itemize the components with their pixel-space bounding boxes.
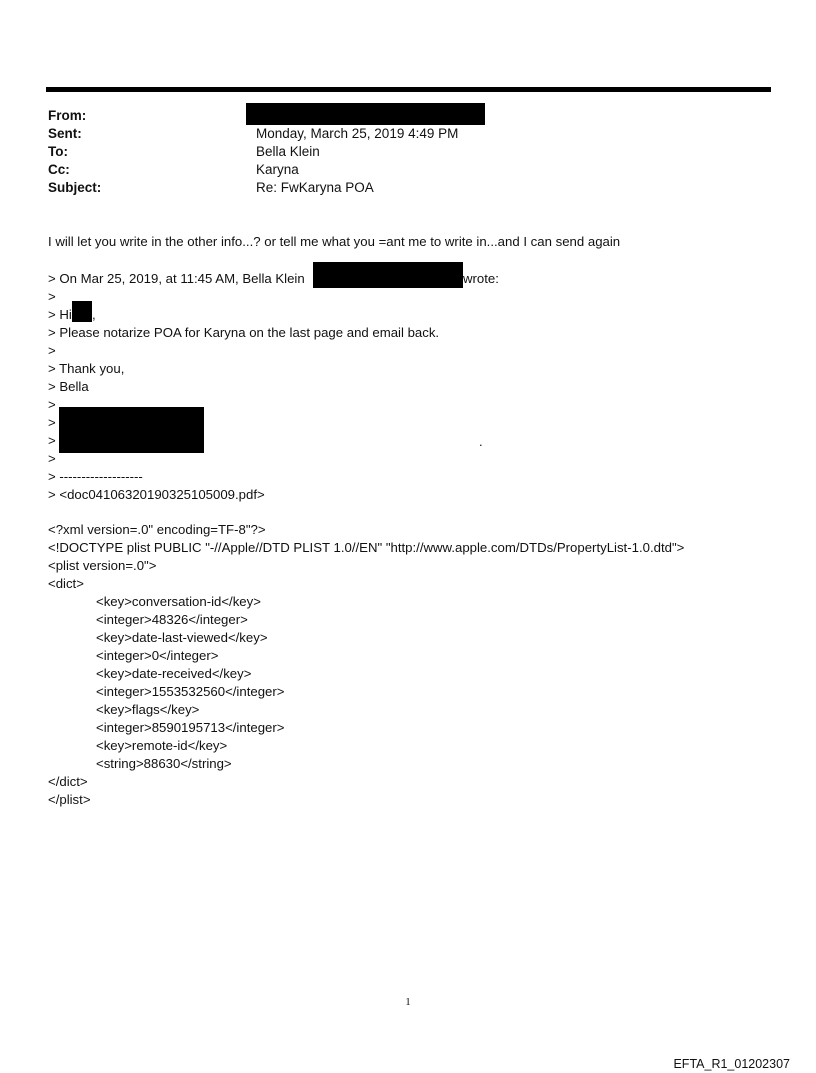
subject-label: Subject:: [48, 180, 102, 195]
signature-redaction: [59, 407, 204, 453]
header-rule: [46, 87, 771, 92]
quote-greeting-comma: ,: [92, 307, 96, 322]
name-redaction: [72, 301, 92, 322]
xml-key: <key>date-last-viewed</key>: [96, 630, 268, 645]
xml-declaration: <?xml version=.0" encoding=TF-8"?>: [48, 522, 266, 537]
from-label: From:: [48, 108, 87, 123]
quote-signature: > Bella: [48, 379, 89, 394]
cc-label: Cc:: [48, 162, 70, 177]
xml-key: <key>remote-id</key>: [96, 738, 228, 753]
sent-label: Sent:: [48, 126, 82, 141]
quoted-intro-wrote: wrote:: [463, 271, 499, 286]
email-redaction: [313, 262, 463, 288]
subject-value: Re: FwKaryna POA: [256, 180, 374, 195]
xml-dict-open: <dict>: [48, 576, 84, 591]
quote-line: >: [48, 289, 56, 304]
xml-value: <integer>48326</integer>: [96, 612, 248, 627]
xml-key: <key>flags</key>: [96, 702, 200, 717]
xml-plist-open: <plist version=.0">: [48, 558, 157, 573]
page-number: 1: [405, 996, 411, 1008]
reply-text: I will let you write in the other info...? or tell me what you =ant me to write in...and I can send again: [48, 234, 621, 249]
quote-line: >: [48, 451, 56, 466]
xml-value: <integer>0</integer>: [96, 648, 219, 663]
quote-request: > Please notarize POA for Karyna on the last page and email back.: [48, 325, 440, 340]
bates-number: EFTA_R1_01202307: [673, 1057, 790, 1071]
quote-separator: > -------------------: [48, 469, 143, 484]
stray-dot: .: [479, 434, 483, 449]
quote-line: >: [48, 415, 56, 430]
xml-doctype: <!DOCTYPE plist PUBLIC "-//Apple//DTD PLIST 1.0//EN" "http://www.apple.com/DTDs/PropertyList-1.0.dtd">: [48, 540, 685, 555]
to-value: Bella Klein: [256, 144, 320, 159]
xml-value: <integer>8590195713</integer>: [96, 720, 285, 735]
to-label: To:: [48, 144, 68, 159]
cc-value: Karyna: [256, 162, 299, 177]
quote-thanks: > Thank you,: [48, 361, 125, 376]
xml-key: <key>conversation-id</key>: [96, 594, 261, 609]
attachment-name: > <doc04106320190325105009.pdf>: [48, 487, 265, 502]
xml-key: <key>date-received</key>: [96, 666, 252, 681]
from-redaction: [246, 103, 485, 125]
quoted-intro: > On Mar 25, 2019, at 11:45 AM, Bella Klein: [48, 271, 305, 286]
sent-value: Monday, March 25, 2019 4:49 PM: [256, 126, 459, 141]
xml-value: <string>88630</string>: [96, 756, 232, 771]
xml-dict-close: </dict>: [48, 774, 88, 789]
xml-value: <integer>1553532560</integer>: [96, 684, 285, 699]
quote-line: >: [48, 397, 56, 412]
quote-line: >: [48, 433, 56, 448]
quote-line: >: [48, 343, 56, 358]
quote-greeting: > Hi: [48, 307, 72, 322]
xml-plist-close: </plist>: [48, 792, 91, 807]
